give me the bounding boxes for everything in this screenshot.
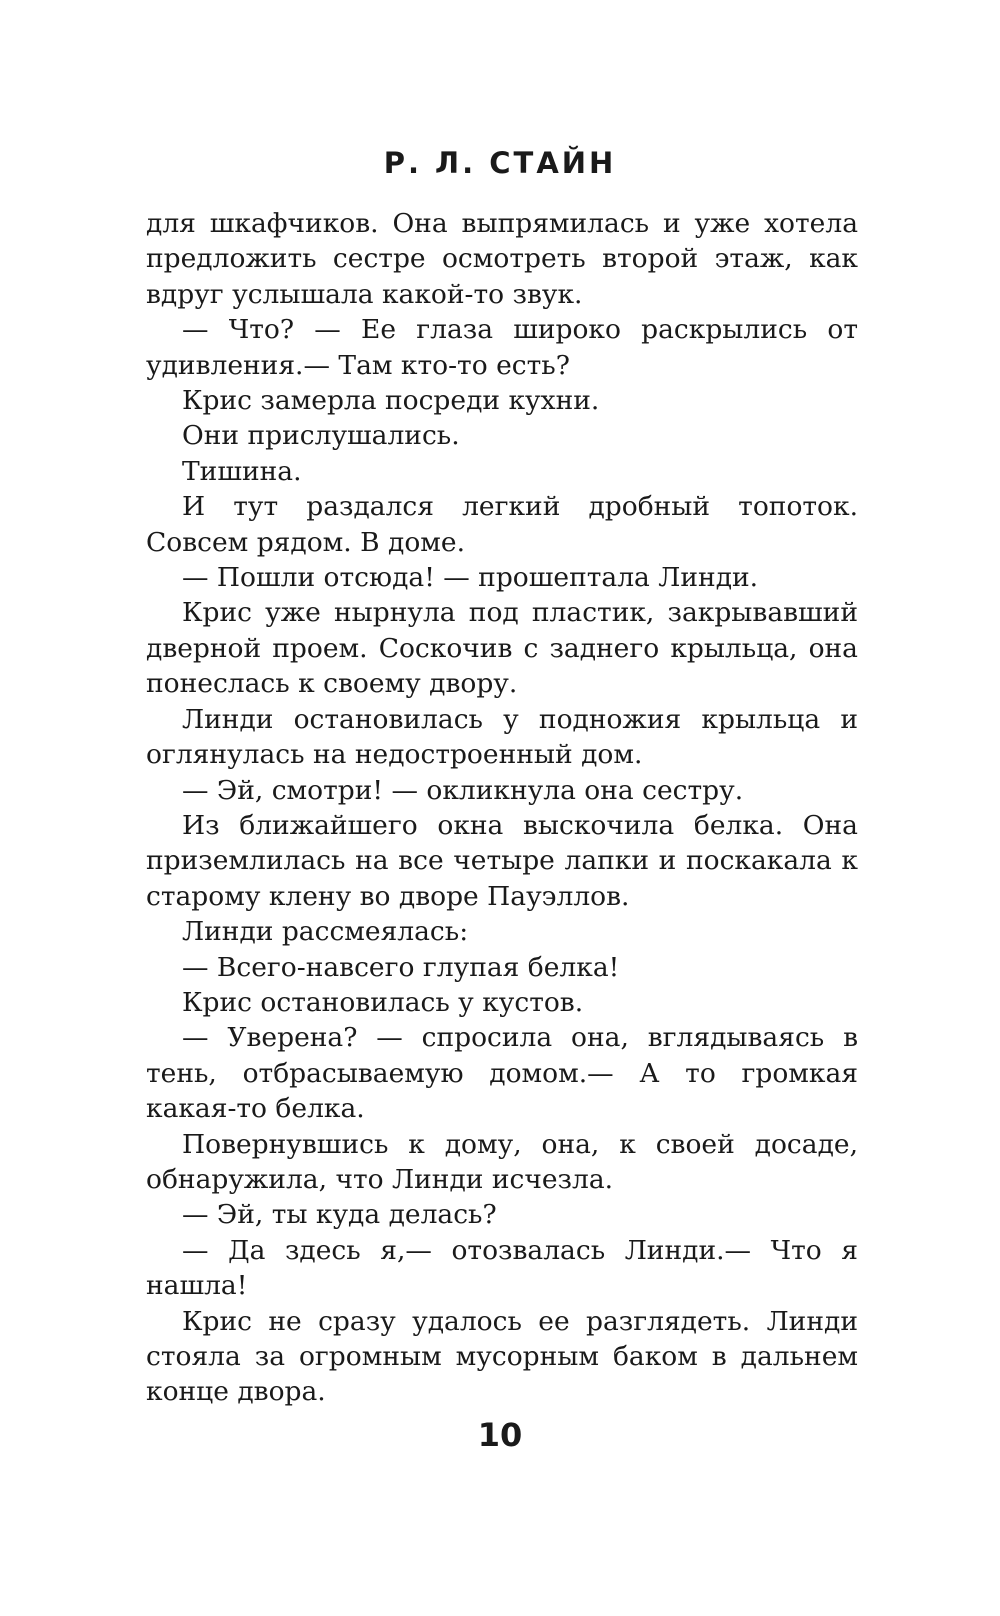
paragraph-19: Крис не сразу удалось ее разглядеть. Линди стояла за огромным мусорным баком в дальнем конце двора. [146, 1305, 858, 1408]
paragraph-14: Крис остановилась у кустов. [182, 986, 584, 1018]
paragraph-3: Крис замерла посреди кухни. [182, 385, 600, 417]
paragraph-9: Линди остановилась у подножия крыльца и оглянулась на недостроенный дом. [146, 703, 858, 771]
paragraph-5: Тишина. [182, 455, 302, 487]
paragraph-15: — Уверена? — спросила она, вглядываясь в тень, отбрасываемую домом.— А то громкая какая-то белка. [146, 1022, 858, 1125]
running-head-author: Р. Л. СТАЙН [383, 146, 617, 180]
paragraph-6: И тут раздался легкий дробный топоток. Совсем рядом. В доме. [146, 491, 858, 558]
paragraph-10: — Эй, смотри! — окликнула она сестру. [182, 774, 744, 806]
paragraph-4: Они прислушались. [182, 420, 460, 452]
paragraph-7: — Пошли отсюда! — прошептала Линди. [182, 562, 759, 594]
paragraph-12: Линди рассмеялась: [182, 916, 469, 948]
paragraph-16: Повернувшись к дому, она, к своей досаде, обнаружила, что Линди исчезла. [146, 1128, 858, 1195]
page-number: 10 [477, 1416, 523, 1454]
paragraph-8: Крис уже нырнула под пластик, закрывавший дверной проем. Соскочив с заднего крыльца, она понеслась к своему двору. [146, 597, 858, 700]
paragraph-11: Из ближайшего окна выскочила белка. Она приземлилась на все четыре лапки и поскакала к старому клену во дворе Пауэллов. [146, 809, 858, 912]
paragraph-17: — Эй, ты куда делась? [182, 1199, 497, 1231]
paragraph-1: для шкафчиков. Она выпрямилась и уже хотела предложить сестре осмотреть второй этаж, как вдруг услышала какой-то звук. [146, 208, 858, 310]
page-body-text [146, 206, 858, 1410]
paragraph-18: — Да здесь я,— отозвалась Линди.— Что я нашла! [146, 1234, 858, 1302]
paragraph-2: — Что? — Ее глаза широко раскрылись от удивления.— Там кто-то есть? [146, 314, 858, 381]
paragraph-13: — Всего-навсего глупая белка! [182, 951, 620, 983]
